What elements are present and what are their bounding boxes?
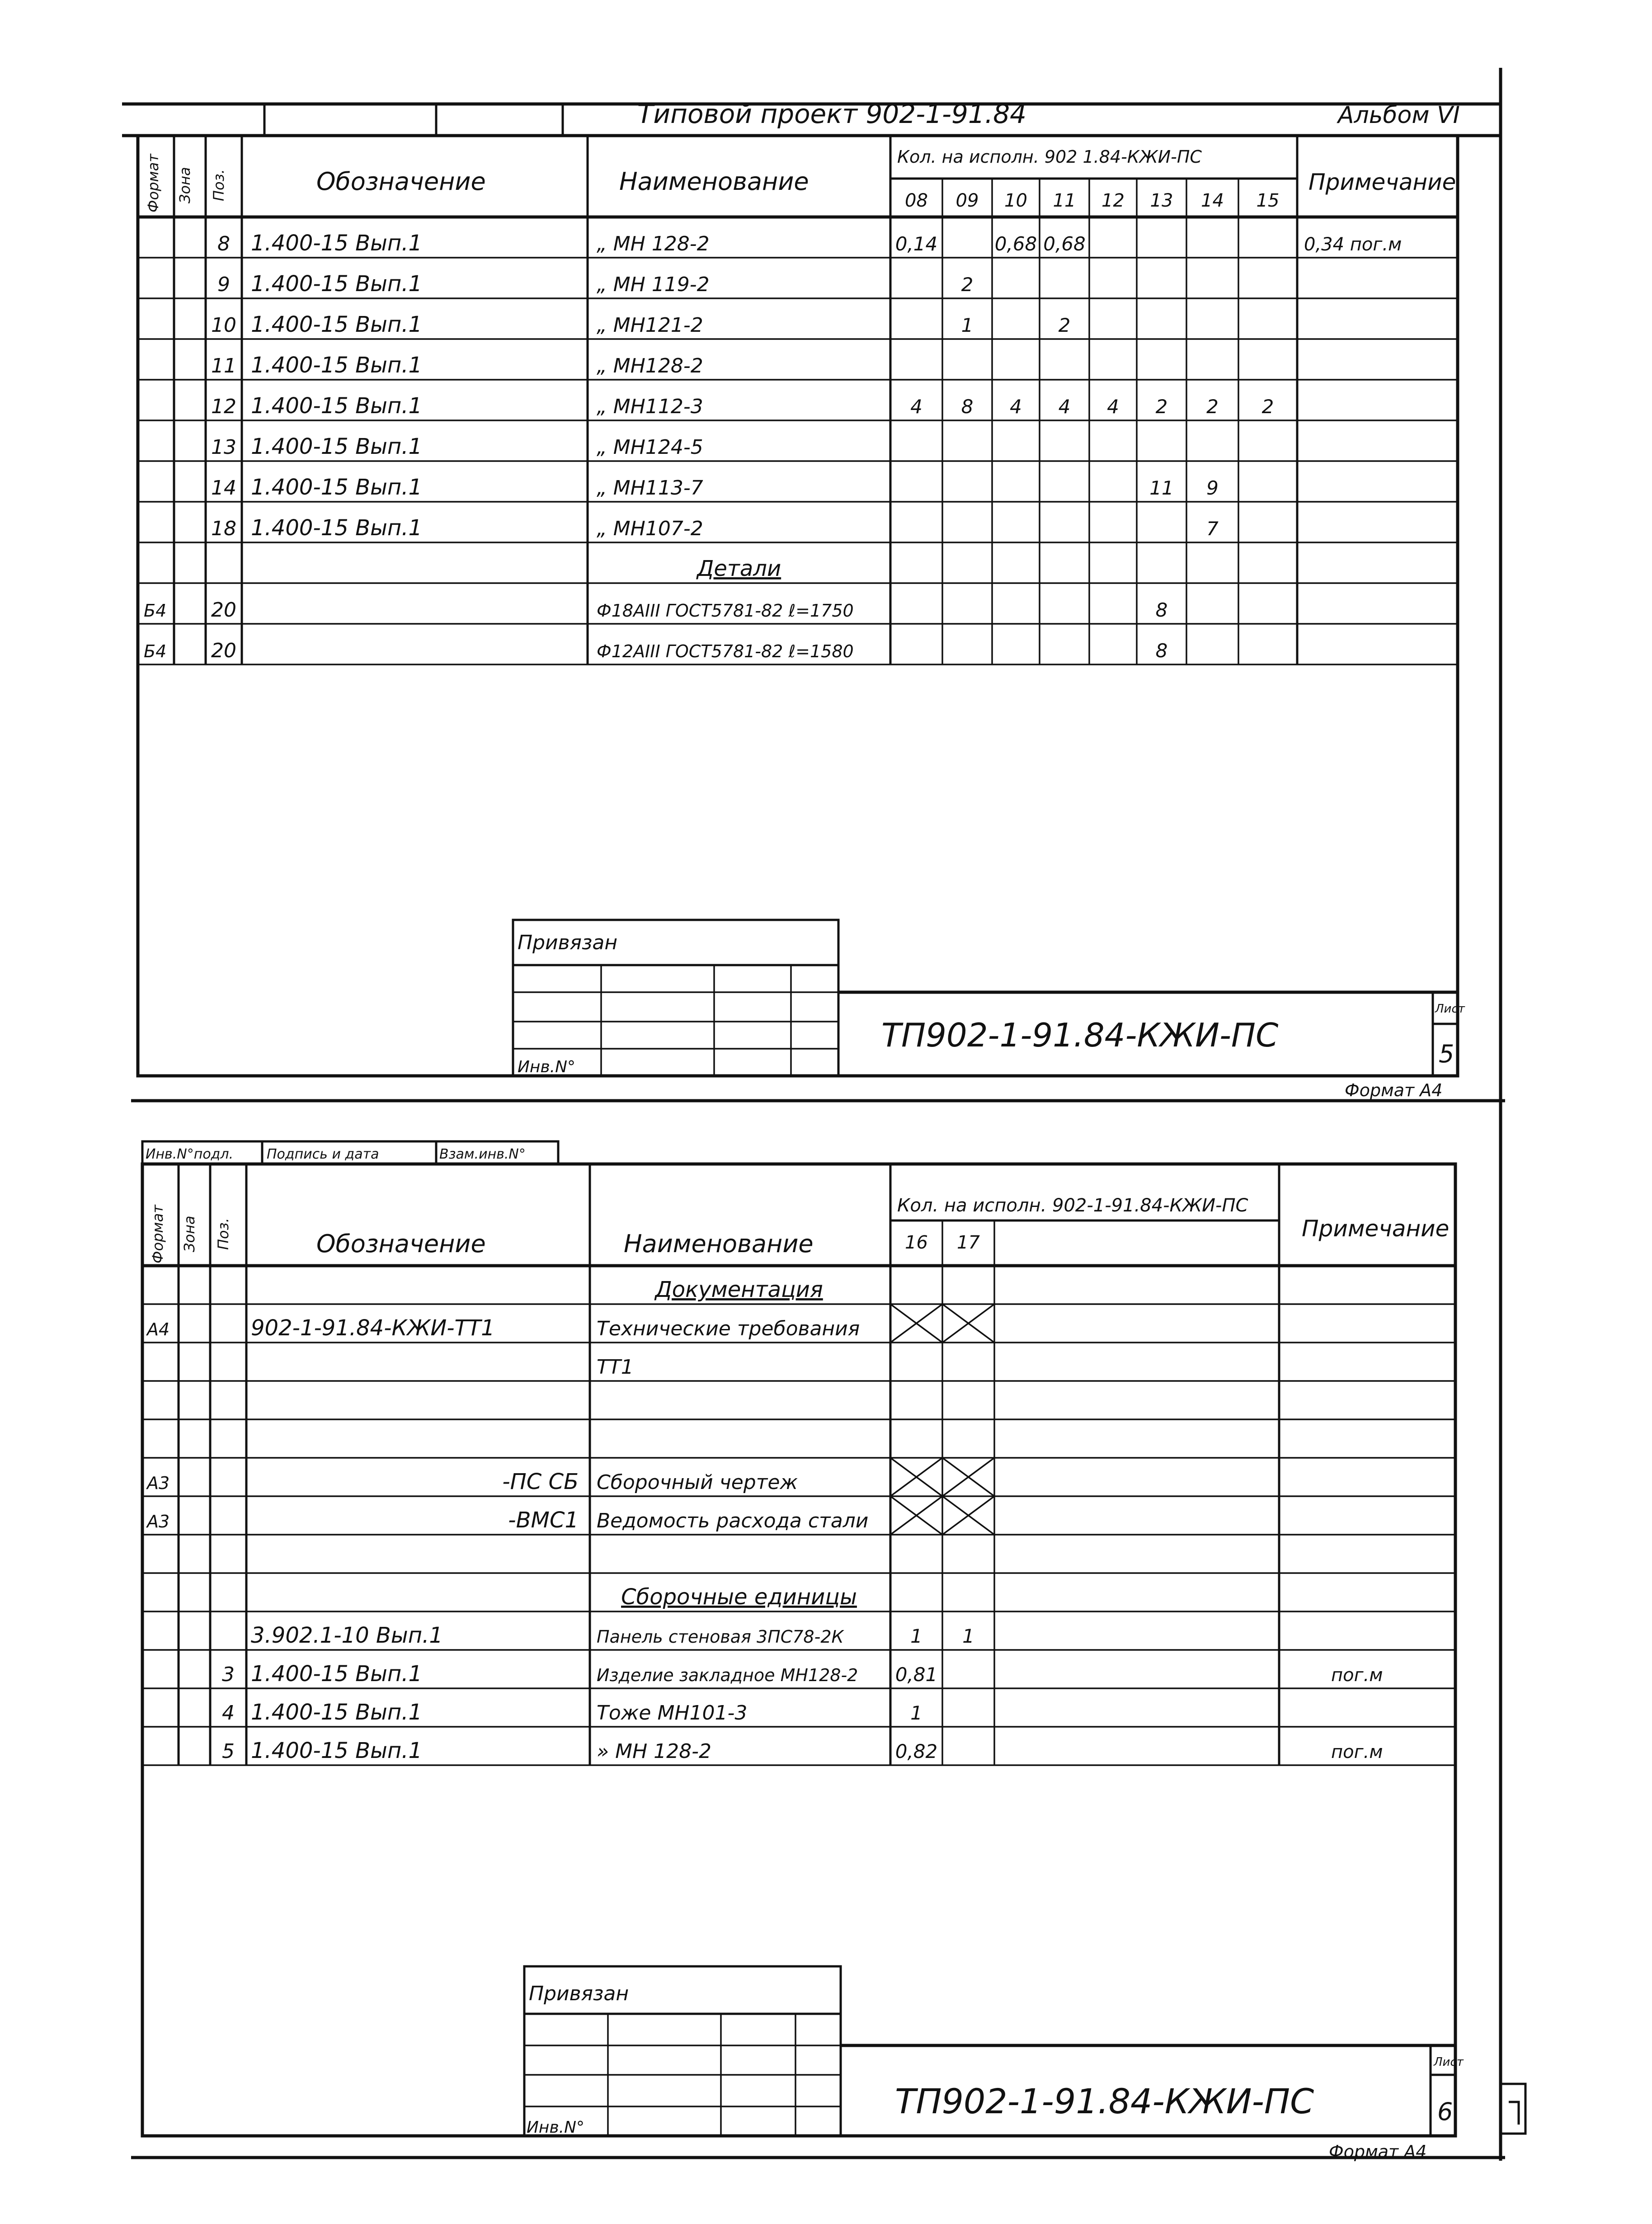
- table-row: [211, 515, 1219, 541]
- sheet-1: [138, 136, 1465, 1100]
- row-format: А4: [147, 1319, 170, 1339]
- row-designation: 1.400-15 Вып.1: [251, 1738, 423, 1763]
- table-row: [222, 1700, 922, 1725]
- quantity-cell: 7: [1206, 518, 1219, 540]
- row-note: 0,34 пог.м: [1304, 234, 1402, 255]
- row-designation: 1.400-15 Вып.1: [251, 271, 423, 297]
- quantity-cell: 4: [1010, 396, 1022, 418]
- table-row: [217, 231, 1402, 256]
- table-row: [211, 393, 1274, 419]
- variant-header: 08: [905, 190, 928, 211]
- row-position: 5: [222, 1740, 235, 1763]
- row-format: А3: [147, 1473, 170, 1493]
- table-row: [144, 598, 1167, 622]
- table-row: [251, 1623, 974, 1648]
- quantity-cell: 8: [961, 396, 974, 418]
- row-position: 11: [211, 354, 236, 377]
- quantity-cell: 8: [1155, 640, 1168, 662]
- s2-header-zone: Зона: [181, 1216, 198, 1252]
- section-heading: Детали: [697, 556, 781, 581]
- s2-inv: Инв.N°: [527, 2118, 585, 2137]
- s2-list-label: Лист: [1434, 2055, 1464, 2069]
- row-note: пог.м: [1331, 1742, 1383, 1762]
- row-designation: -ВМС1: [508, 1508, 579, 1533]
- row-designation: -ПС СБ: [502, 1469, 579, 1494]
- s1-header-note: Примечание: [1308, 169, 1456, 195]
- variant-header: 14: [1201, 190, 1224, 211]
- quantity-cell: 2: [1261, 396, 1274, 418]
- quantity-cell: 2: [1206, 396, 1219, 418]
- quantity-cell: 0,68: [994, 233, 1037, 255]
- row-position: 3: [222, 1663, 235, 1686]
- row-name: Сборочный чертеж: [597, 1471, 798, 1494]
- row-format: Б4: [144, 601, 167, 621]
- s1-privyazan: Привязан: [518, 931, 618, 954]
- s1-header-zone: Зона: [176, 167, 193, 203]
- quantity-cell: 0,81: [895, 1663, 938, 1686]
- variant-header: 12: [1101, 190, 1125, 211]
- s1-header-format: Формат: [145, 154, 162, 212]
- row-name: „ МН124-5: [597, 436, 703, 459]
- s1-inv: Инв.N°: [518, 1058, 576, 1076]
- quantity-cell: 4: [1058, 396, 1071, 418]
- quantity-cell: 1: [962, 1625, 974, 1647]
- project-title: Типовой проект 902-1-91.84: [637, 99, 1026, 129]
- row-position: 10: [211, 314, 236, 337]
- variant-header: 13: [1150, 190, 1173, 211]
- s2-vzam: Взам.инв.N°: [439, 1146, 526, 1162]
- row-name: „ МН 119-2: [597, 273, 710, 296]
- row-position: 20: [211, 639, 236, 662]
- s2-doc-code: ТП902-1-91.84-КЖИ-ПС: [895, 2081, 1314, 2121]
- row-designation: 1.400-15 Вып.1: [251, 434, 423, 459]
- table-row: [211, 312, 1070, 337]
- row-name: Тоже МН101-3: [597, 1701, 748, 1725]
- row-position: 9: [217, 273, 230, 296]
- quantity-cell: 4: [1107, 396, 1119, 418]
- s1-format-label: Формат А4: [1345, 1080, 1443, 1100]
- row-designation: 902-1-91.84-КЖИ-ТТ1: [251, 1315, 495, 1341]
- row-name: Панель стеновая 3ПС78-2К: [597, 1627, 844, 1647]
- variant-header: 16: [905, 1232, 928, 1253]
- s1-header-name: Наименование: [619, 167, 809, 196]
- table-row: [696, 556, 781, 581]
- s1-header-designation: Обозначение: [316, 167, 486, 196]
- row-note: пог.м: [1331, 1665, 1383, 1686]
- row-designation: 1.400-15 Вып.1: [251, 231, 423, 256]
- variant-header: 17: [957, 1232, 980, 1253]
- s1-header-pos: Поз.: [210, 169, 227, 201]
- row-position: 12: [211, 395, 236, 418]
- table-row: [597, 1356, 634, 1379]
- table-row: [211, 434, 703, 459]
- quantity-cell: 0,14: [895, 233, 938, 255]
- row-name: „ МН112-3: [597, 395, 703, 418]
- s2-header-qty: Кол. на исполн. 902-1-91.84-КЖИ-ПС: [897, 1195, 1248, 1216]
- quantity-cell: 8: [1155, 599, 1168, 621]
- row-designation: 1.400-15 Вып.1: [251, 1661, 423, 1687]
- quantity-cell: 1: [910, 1625, 922, 1647]
- row-name: Ведомость расхода стали: [597, 1509, 869, 1532]
- row-position: 13: [211, 436, 236, 459]
- s1-header-qty: Кол. на исполн. 902 1.84-КЖИ-ПС: [897, 147, 1202, 167]
- row-designation: 1.400-15 Вып.1: [251, 393, 423, 419]
- row-designation: 3.902.1-10 Вып.1: [251, 1623, 443, 1648]
- row-name: „ МН113-7: [597, 476, 703, 499]
- row-designation: 1.400-15 Вып.1: [251, 515, 423, 541]
- row-name: „ МН107-2: [597, 517, 703, 540]
- variant-header: 09: [955, 190, 979, 211]
- row-designation: 1.400-15 Вып.1: [251, 475, 423, 500]
- table-row: [146, 1304, 994, 1343]
- s1-doc-code: ТП902-1-91.84-КЖИ-ПС: [881, 1016, 1279, 1054]
- table-row: [654, 1277, 823, 1302]
- table-row: [621, 1584, 857, 1610]
- row-position: 8: [217, 232, 230, 255]
- quantity-cell: 1: [961, 314, 974, 336]
- variant-header: 11: [1053, 190, 1076, 211]
- table-row: [217, 271, 973, 297]
- section-heading: Документация: [655, 1277, 823, 1302]
- s2-inv-podl: Инв.N°подл.: [146, 1146, 234, 1162]
- quantity-cell: 0,68: [1043, 233, 1086, 255]
- row-position: 14: [211, 476, 236, 499]
- quantity-cell: 2: [1058, 314, 1071, 336]
- row-position: 20: [211, 598, 236, 622]
- s2-header-pos: Поз.: [215, 1218, 232, 1250]
- section-heading: Сборочные единицы: [621, 1584, 857, 1610]
- s1-list-label: Лист: [1435, 1002, 1465, 1016]
- table-row: [146, 1496, 994, 1535]
- quantity-cell: 11: [1149, 477, 1174, 499]
- s2-side-stamp: [142, 1141, 558, 1164]
- s2-header-note: Примечание: [1302, 1216, 1450, 1242]
- row-name: „ МН128-2: [597, 354, 703, 377]
- quantity-cell: 9: [1206, 477, 1219, 499]
- row-format: А3: [147, 1512, 170, 1531]
- row-designation: 1.400-15 Вып.1: [251, 353, 423, 378]
- s2-privyazan: Привязан: [529, 1982, 629, 2005]
- quantity-cell: 1: [910, 1702, 922, 1724]
- row-format: Б4: [144, 641, 167, 661]
- table-row: [211, 475, 1219, 500]
- table-row: [222, 1661, 1383, 1687]
- row-name: „ МН121-2: [597, 314, 703, 337]
- row-name: Технические требования: [597, 1317, 860, 1340]
- s2-stamp: [524, 1966, 1464, 2137]
- row-position: 18: [211, 517, 236, 540]
- row-designation: 1.400-15 Вып.1: [251, 1700, 423, 1725]
- variant-header: 15: [1256, 190, 1280, 211]
- sheet-2: [142, 1141, 1464, 2162]
- table-row: [222, 1738, 1383, 1763]
- s2-list-number: 6: [1437, 2097, 1453, 2126]
- s2-signature: Подпись и дата: [267, 1146, 379, 1162]
- s2-header-designation: Обозначение: [316, 1230, 486, 1258]
- row-name: Ф12АIII ГОСТ5781-82 ℓ=1580: [597, 641, 854, 661]
- table-row: [146, 1458, 994, 1496]
- quantity-cell: 2: [961, 273, 974, 296]
- top-header: [122, 99, 1501, 136]
- s2-format-label: Формат А4: [1329, 2142, 1427, 2162]
- s2-header-name: Наименование: [624, 1230, 814, 1258]
- s1-list-number: 5: [1439, 1040, 1454, 1068]
- table-row: [211, 353, 703, 378]
- row-name: Ф18АIII ГОСТ5781-82 ℓ=1750: [597, 601, 854, 621]
- s2-header-format: Формат: [149, 1205, 166, 1263]
- row-name: » МН 128-2: [597, 1740, 712, 1763]
- variant-header: 10: [1004, 190, 1027, 211]
- table-row: [144, 639, 1167, 662]
- row-name: „ МН 128-2: [597, 232, 710, 255]
- quantity-cell: 0,82: [895, 1740, 938, 1762]
- album-label: Альбом VI: [1338, 102, 1460, 129]
- s1-stamp: [513, 920, 1465, 1076]
- row-position: 4: [222, 1701, 235, 1725]
- row-name: ТТ1: [597, 1356, 634, 1379]
- quantity-cell: 4: [910, 396, 922, 418]
- quantity-cell: 2: [1155, 396, 1168, 418]
- row-name: Изделие закладное МН128-2: [597, 1665, 858, 1685]
- row-designation: 1.400-15 Вып.1: [251, 312, 423, 337]
